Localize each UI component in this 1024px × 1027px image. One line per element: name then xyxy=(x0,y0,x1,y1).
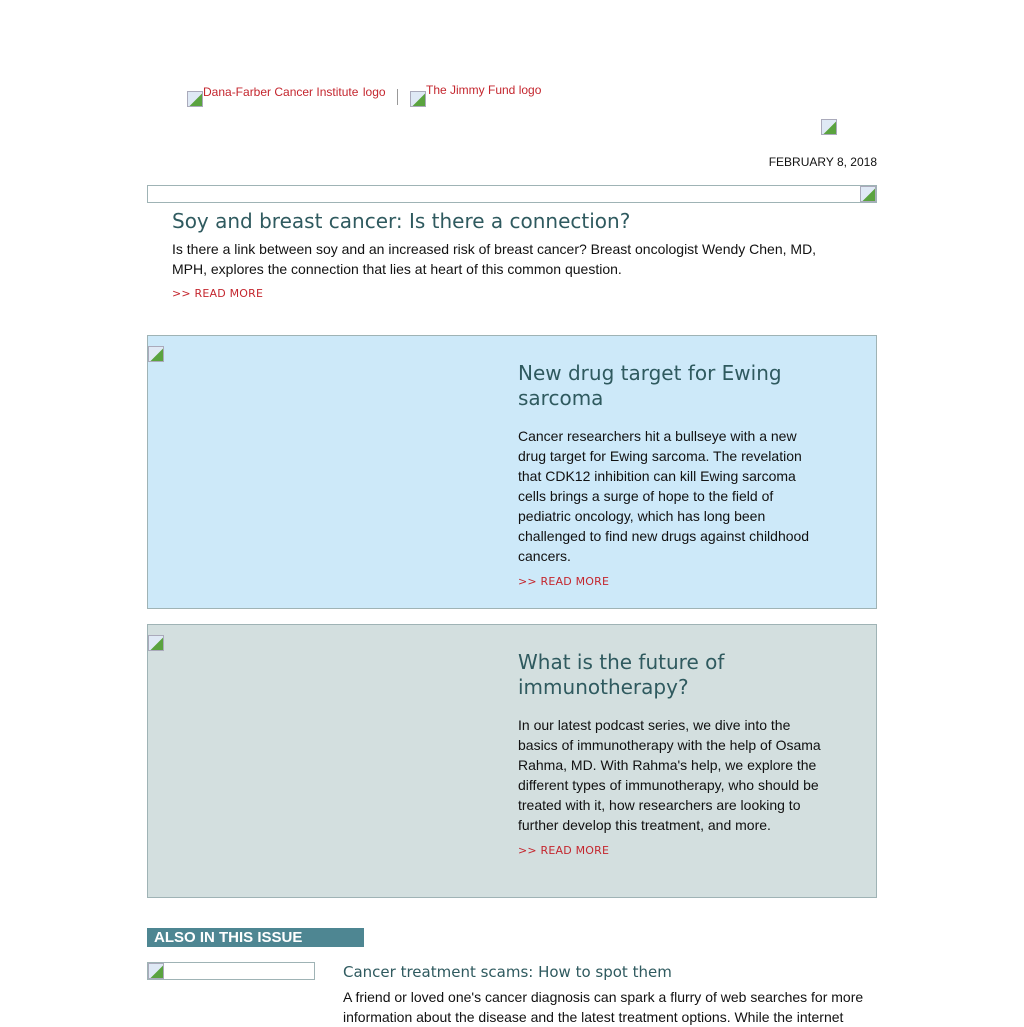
article-immunotherapy xyxy=(147,624,877,898)
hero-image xyxy=(147,185,877,203)
also-item-image xyxy=(147,962,315,980)
broken-image-icon xyxy=(187,91,203,107)
broken-image-icon xyxy=(860,186,876,202)
read-more-link[interactable]: >> READ MORE xyxy=(518,575,610,588)
article-body: In our latest podcast series, we dive into the basics of immunotherapy with the help of Osama Rahma, MD. With Rahma's help, we explore the different types of immunotherapy, who should be treated with it, how researchers are looking to further develop this treatment, and more. xyxy=(518,717,821,833)
article-title[interactable]: Soy and breast cancer: Is there a connection? xyxy=(172,209,631,233)
dfci-logo-alt: Dana-Farber Cancer Institute xyxy=(203,85,359,99)
also-item-body: A friend or loved one's cancer diagnosis can spark a flurry of web searches for more information about the disease and the latest treatment options. While the internet xyxy=(343,989,864,1025)
broken-image-icon xyxy=(410,91,426,107)
article-body: Cancer researchers hit a bullseye with a new drug target for Ewing sarcoma. The revelation that CDK12 inhibition can kill Ewing sarcoma cells brings a surge of hope to the field of pediatric oncology, which has long been challenged to find new drugs against childhood cancers. xyxy=(518,428,810,564)
dfci-logo-alt-2: logo xyxy=(362,85,386,99)
logo-divider xyxy=(397,89,398,105)
article-soy xyxy=(172,208,852,300)
jimmy-logo-alt: The Jimmy Fund logo xyxy=(426,83,542,97)
read-more-link[interactable]: >> READ MORE xyxy=(518,844,610,857)
article-body: Is there a link between soy and an increased risk of breast cancer? Breast oncologist Wendy Chen, MD, MPH, explores the connection that lies at heart of this common question. xyxy=(172,241,817,277)
article-ewing xyxy=(147,335,877,609)
article-title[interactable]: New drug target for Ewing sarcoma xyxy=(518,361,782,410)
also-in-this-issue-heading: ALSO IN THIS ISSUE xyxy=(147,928,364,947)
broken-image-icon xyxy=(148,963,164,979)
broken-image-icon xyxy=(148,346,164,362)
broken-image-icon xyxy=(148,635,164,651)
broken-image-icon xyxy=(821,119,837,135)
also-item xyxy=(343,962,883,1027)
article-title[interactable]: What is the future of immunotherapy? xyxy=(518,650,725,699)
read-more-link[interactable]: >> READ MORE xyxy=(172,287,264,300)
issue-date: FEBRUARY 8, 2018 xyxy=(768,155,877,169)
also-item-title[interactable]: Cancer treatment scams: How to spot them xyxy=(343,963,672,981)
